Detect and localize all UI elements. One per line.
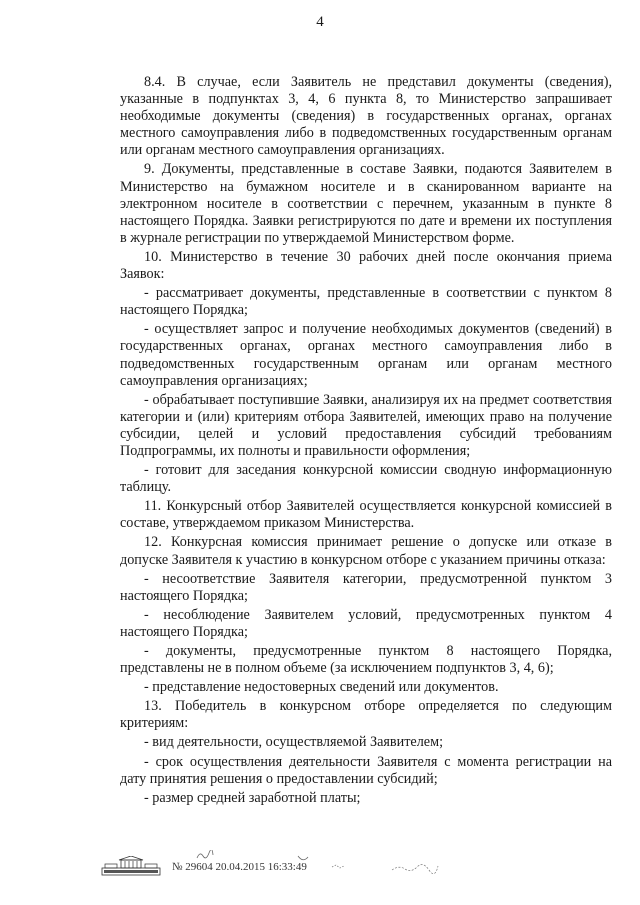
list-item: - готовит для заседания конкурсной комиссии сводную информационную таблицу. bbox=[120, 462, 612, 496]
handwritten-mark-icon bbox=[331, 862, 345, 872]
list-item: - вид деятельности, осуществляемой Заявителем; bbox=[144, 734, 444, 751]
handwritten-mark-icon bbox=[296, 854, 310, 864]
page-number: 4 bbox=[316, 14, 324, 30]
registration-stamp: № 29604 20.04.2015 16:33:49 bbox=[172, 861, 307, 873]
list-item: - несоблюдение Заявителем условий, предусмотренных пунктом 4 настоящего Порядка; bbox=[120, 606, 612, 640]
page-footer bbox=[101, 856, 621, 880]
paragraph: 11. Конкурсный отбор Заявителей осуществляется конкурсной комиссией в составе, утверждаемом приказом Министерства. bbox=[120, 498, 612, 532]
paragraph: 8.4. В случае, если Заявитель не представил документы (сведения), указанные в подпунктах 3, 4, 6 пункта 8, то Министерство запрашивает необходимые документы (сведения) в государственных органах, органах местного самоуправления либо в подведомственных государственным органам или органам местного самоуправления организациях. bbox=[120, 74, 612, 159]
list-item: - несоответствие Заявителя категории, предусмотренной пунктом 3 настоящего Порядка; bbox=[120, 570, 612, 604]
list-item: - размер средней заработной платы; bbox=[144, 789, 361, 806]
list-item: - обрабатывает поступившие Заявки, анализируя их на предмет соответствия категории и (или) критериям отбора Заявителей, имеющих право на получение субсидии, целей и условий предоставления субсидий требованиям Подпрограммы, их полноты и правильности оформления; bbox=[120, 391, 612, 459]
paragraph: 12. Конкурсная комиссия принимает решение о допуске или отказе в допуске Заявителя к участию в конкурсном отборе с указанием причины отказа: bbox=[120, 534, 612, 568]
paragraph: 13. Победитель в конкурсном отборе определяется по следующим критериям: bbox=[120, 698, 612, 732]
handwritten-mark-icon bbox=[391, 862, 439, 874]
list-item: - срок осуществления деятельности Заявителя с момента регистрации на дату принятия решения о предоставлении субсидий; bbox=[120, 753, 612, 787]
building-stamp-icon bbox=[101, 856, 161, 876]
paragraph: 10. Министерство в течение 30 рабочих дней после окончания приема Заявок: bbox=[120, 248, 612, 283]
list-item: - представление недостоверных сведений или документов. bbox=[144, 679, 499, 696]
paragraph: 9. Документы, представленные в составе Заявки, подаются Заявителем в Министерство на бумажном носителе и в сканированном варианте на электронном носителе в соответствии с перечнем, указанным в пункте 8 настоящего Порядка. Заявки регистрируются по дате и времени их поступления в журнале регистрации по утверждаемой Министерством форме. bbox=[120, 161, 612, 246]
list-item: - документы, предусмотренные пунктом 8 настоящего Порядка, представлены не в полном объеме (за исключением подпунктов 3, 4, 6); bbox=[120, 643, 612, 677]
list-item: - осуществляет запрос и получение необходимых документов (сведений) в государственных органах, органах местного самоуправления либо в подведомственных государственным органам или органам местного самоуправления организациях; bbox=[120, 321, 612, 389]
list-item: - рассматривает документы, представленные в соответствии с пунктом 8 настоящего Порядка; bbox=[120, 285, 612, 319]
document-body bbox=[120, 74, 612, 809]
handwritten-mark-icon bbox=[196, 850, 214, 860]
